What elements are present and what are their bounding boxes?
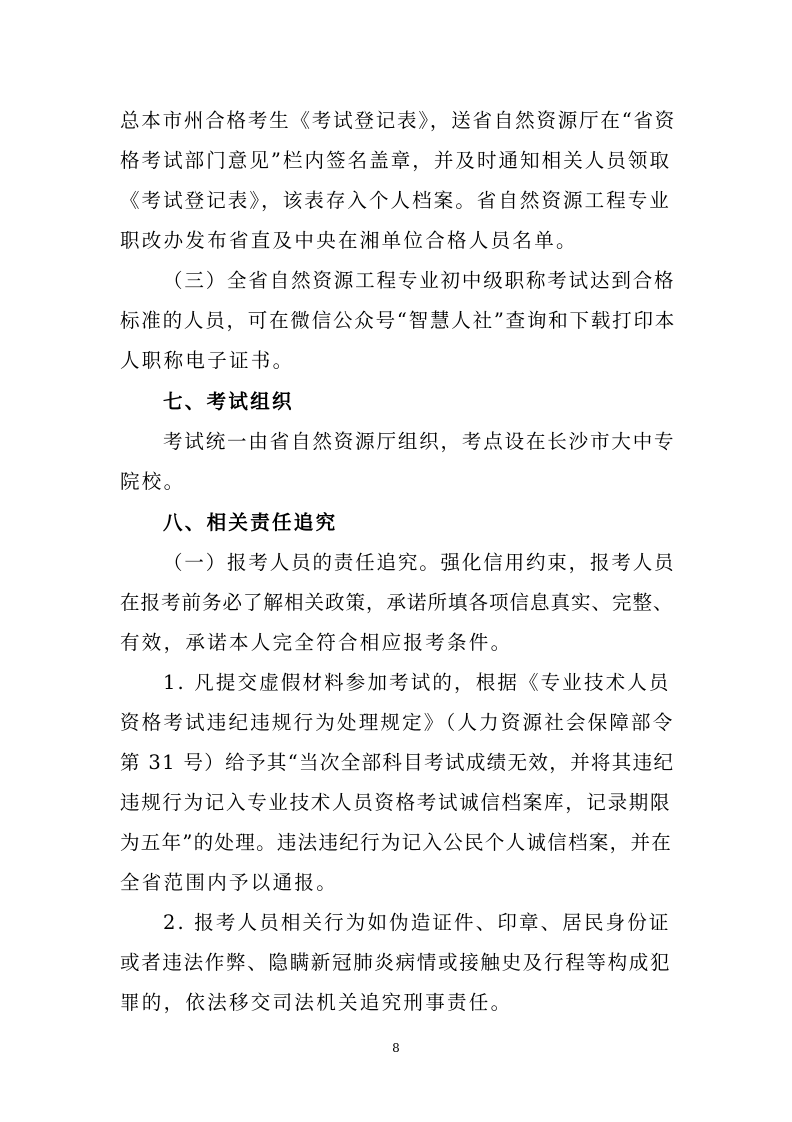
- para-5-line-2: 资格考试违纪违规行为处理规定》（人力资源社会保障部令: [120, 711, 675, 734]
- para-4-line-1: （一）报考人员的责任追究。强化信用约束，报考人员: [163, 551, 676, 574]
- section-heading-8: 八、相关责任追究: [163, 511, 338, 534]
- section-heading-7: 七、考试组织: [163, 390, 294, 413]
- para-1-line-1: 总本市州合格考生《考试登记表》，送省自然资源厅在“省资: [120, 109, 677, 132]
- para-6-line-3: 罪的，依法移交司法机关追究刑事责任。: [120, 991, 513, 1014]
- para-5-line-1: 1. 凡提交虚假材料参加考试的，根据《专业技术人员: [163, 671, 671, 694]
- para-3-line-2: 院校。: [120, 470, 186, 493]
- para-5-line-6: 全省范围内予以通报。: [120, 871, 339, 894]
- para-4-line-2: 在报考前务必了解相关政策，承诺所填各项信息真实、完整、: [120, 591, 674, 614]
- para-4-line-3: 有效，承诺本人完全符合相应报考条件。: [120, 631, 513, 654]
- para-2-line-1: （三）全省自然资源工程专业初中级职称考试达到合格: [163, 269, 676, 292]
- para-3-line-1: 考试统一由省自然资源厅组织，考点设在长沙市大中专: [163, 430, 676, 453]
- para-2-line-2: 标准的人员，可在微信公众号“智慧人社”查询和下载打印本: [120, 309, 677, 332]
- para-1-line-4: 职改办发布省直及中央在湘单位合格人员名单。: [120, 229, 578, 252]
- para-6-line-1: 2. 报考人员相关行为如伪造证件、印章、居民身份证: [163, 911, 671, 934]
- para-1-line-3: 《考试登记表》，该表存入个人档案。省自然资源工程专业: [120, 189, 671, 212]
- para-5-line-4: 违规行为记入专业技术人员资格考试诚信档案库，记录期限: [120, 791, 672, 814]
- para-5-line-5: 为五年”的处理。违法违纪行为记入公民个人诚信档案，并在: [120, 831, 673, 854]
- para-6-line-2: 或者违法作弊、隐瞒新冠肺炎病情或接触史及行程等构成犯: [120, 951, 672, 974]
- para-5-line-3: 第 31 号）给予其“当次全部科目考试成绩无效，并将其违纪: [120, 751, 675, 774]
- para-2-line-3: 人职称电子证书。: [120, 349, 295, 372]
- para-1-line-2: 格考试部门意见”栏内签名盖章，并及时通知相关人员领取: [120, 149, 672, 172]
- page-number: 8: [392, 1041, 400, 1055]
